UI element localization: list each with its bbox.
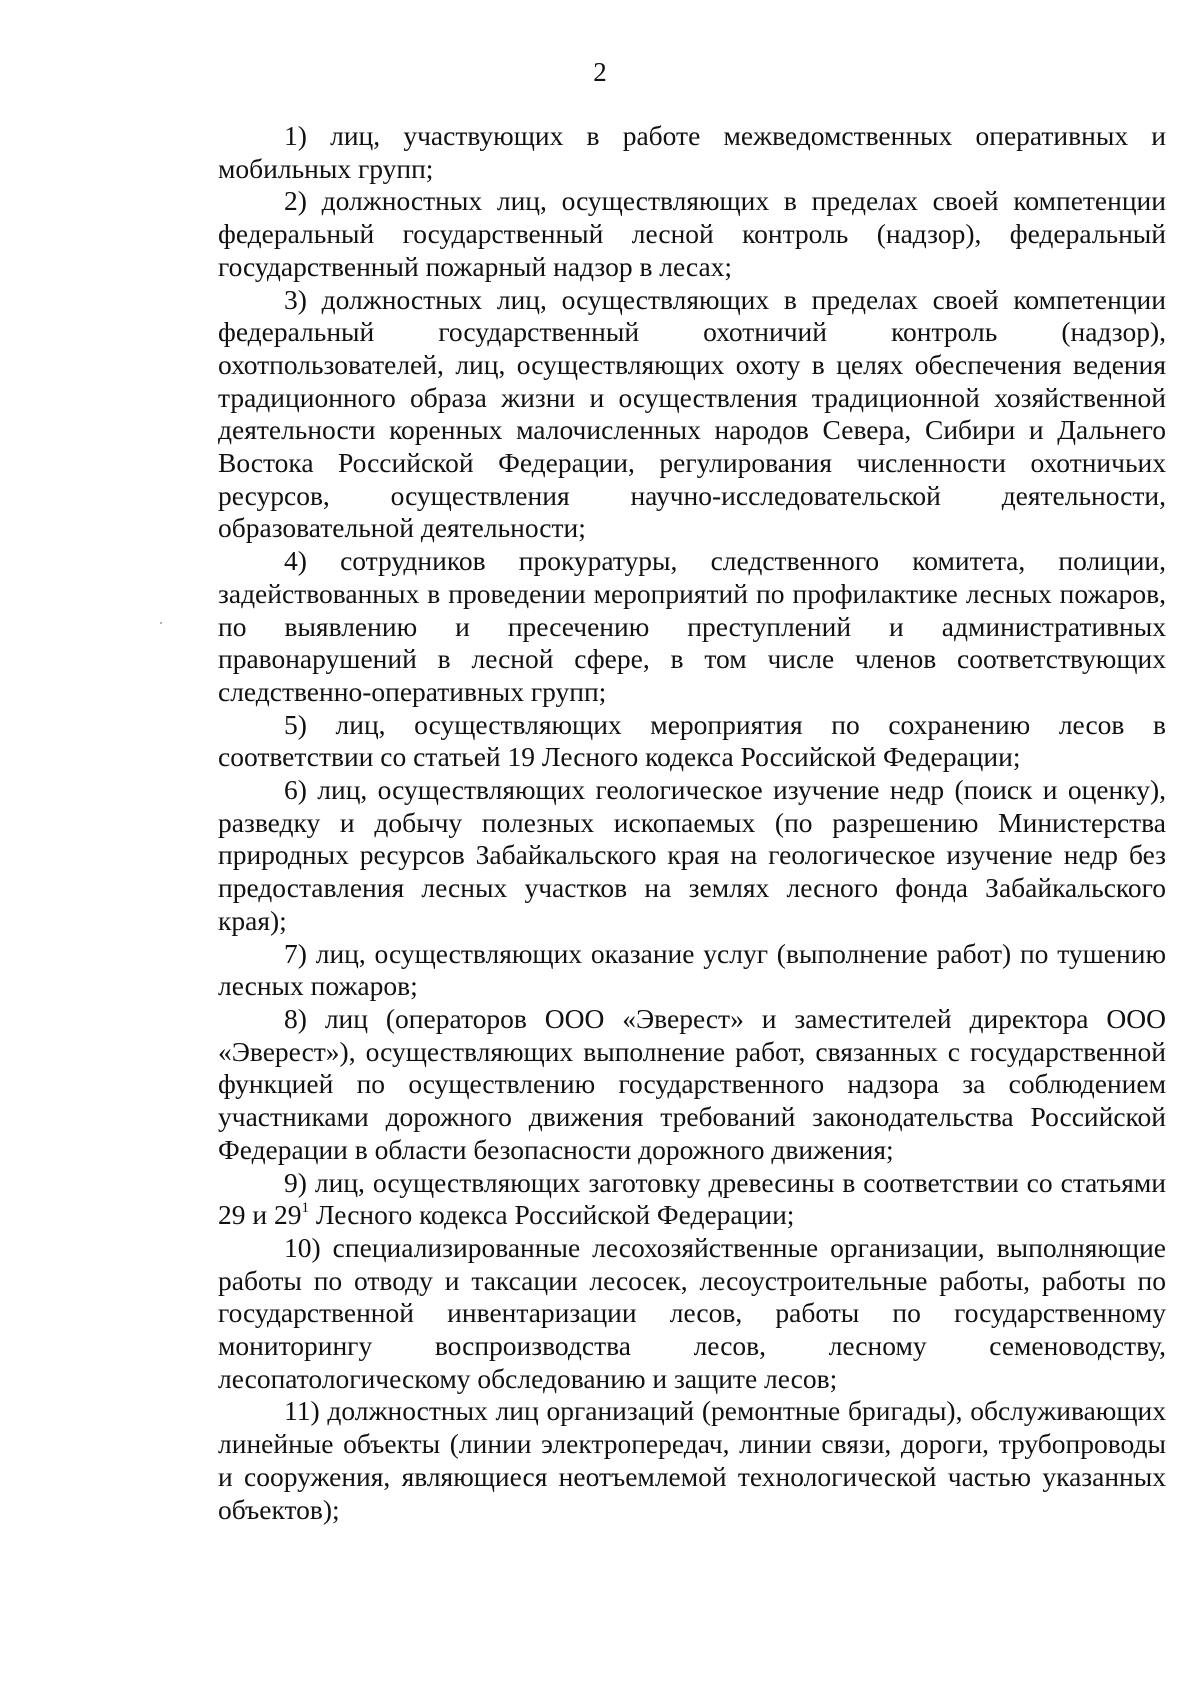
page-number: 2: [593, 57, 607, 87]
scan-speck: [160, 622, 162, 624]
list-item-9-text-after: Лесного кодекса Российской Федерации;: [308, 1199, 795, 1231]
list-item-10: 10) специализированные лесохозяйственные организации, выполняющие работы по отводу и таксации лесосек, лесоустроительные работы, работы по государственной инвентаризации лесов, работы по государственному мониторингу воспроизводства лесов, лесному семеноводству, лесопатологическому обследованию и защите лесов;: [218, 1231, 1166, 1394]
list-item-2: 2) должностных лиц, осуществляющих в пределах своей компетенции федеральный государственный лесной контроль (надзор), федеральный государственный пожарный надзор в лесах;: [218, 185, 1166, 282]
list-item-9: [218, 1167, 1166, 1232]
list-item-11: 11) должностных лиц организаций (ремонтные бригады), обслуживающих линейные объекты (линии электропередач, линии связи, дороги, трубопроводы и сооружения, являющиеся неотъемлемой технологической частью указанных объектов);: [218, 1395, 1166, 1525]
list-item-1: 1) лиц, участвующих в работе межведомственных оперативных и мобильных групп;: [218, 120, 1166, 184]
list-item-3: 3) должностных лиц, осуществляющих в пределах своей компетенции федеральный государственный охотничий контроль (надзор), охотпользователей, лиц, осуществляющих охоту в целях обеспечения ведения традиционного образа жизни и осуществления традиционной хозяйственной деятельности коренных малочисленных народов Севера, Сибири и Дальнего Востока Российской Федерации, регулирования численности охотничьих ресурсов, осуществления научно-исследовательской деятельности, образовательной деятельности;: [218, 283, 1166, 544]
list-item-5: 5) лиц, осуществляющих мероприятия по сохранению лесов в соответствии со статьей 19 Лесного кодекса Российской Федерации;: [218, 708, 1166, 773]
article-superscript: 1: [301, 1200, 309, 1217]
document-body: [218, 120, 1166, 1526]
list-item-9-text-before: 9) лиц, осуществляющих заготовку древесины в соответствии со статьями 29 и 29: [218, 1166, 1166, 1231]
list-item-6: 6) лиц, осуществляющих геологическое изучение недр (поиск и оценку), разведку и добычу полезных ископаемых (по разрешению Министерства природных ресурсов Забайкальского края на геологическое изучение недр без предоставления лесных участков на землях лесного фонда Забайкальского края);: [218, 774, 1166, 936]
list-item-8: 8) лиц (операторов ООО «Эверест» и заместителей директора ООО «Эверест»), осуществляющих выполнение работ, связанных с государственной функцией по осуществлению государственного надзора за соблюдением участниками дорожного движения требований законодательства Российской Федерации в области безопасности дорожного движения;: [218, 1002, 1166, 1165]
list-item-4: 4) сотрудников прокуратуры, следственного комитета, полиции, задействованных в проведении мероприятий по профилактике лесных пожаров, по выявлению и пресечению преступлений и административных правонарушений в лесной сфере, в том числе членов соответствующих следственно-оперативных групп;: [218, 545, 1166, 707]
list-item-7: 7) лиц, осуществляющих оказание услуг (выполнение работ) по тушению лесных пожаров;: [218, 937, 1166, 1002]
